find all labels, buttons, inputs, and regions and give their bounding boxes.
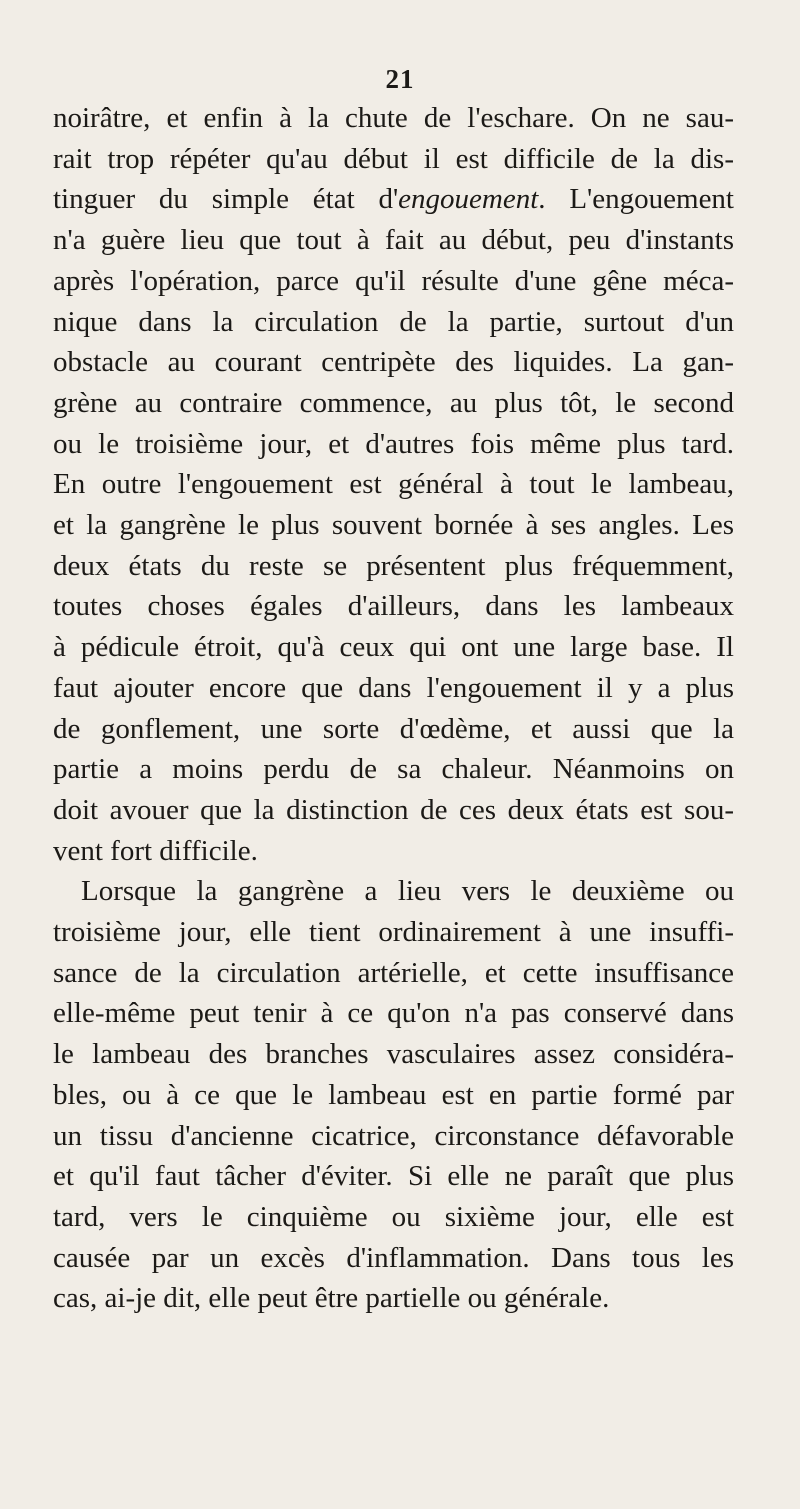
text-line: doit avouer que la distinction de ces deux états est sou- — [53, 793, 734, 826]
paragraph-2 — [53, 871, 734, 1319]
text-line: de gonflement, une sorte d'œdème, et aussi que la — [53, 712, 734, 745]
text-line: partie a moins perdu de sa chaleur. Néanmoins on — [53, 753, 734, 786]
text-line: après l'opération, parce qu'il résulte d'une gêne méca- — [53, 264, 734, 297]
text-line: bles, ou à ce que le lambeau est en partie formé par — [53, 1078, 734, 1111]
text-line: et la gangrène le plus souvent bornée à ses angles. Les — [53, 509, 734, 542]
text-line: et qu'il faut tâcher d'éviter. Si elle ne paraît que plus — [53, 1160, 734, 1193]
text-line: tard, vers le cinquième ou sixième jour, elle est — [53, 1200, 734, 1233]
text-line: faut ajouter encore que dans l'engouement il y a plus — [53, 671, 734, 704]
text-line: cas, ai-je dit, elle peut être partielle ou générale. — [53, 1282, 610, 1315]
text-line: à pédicule étroit, qu'à ceux qui ont une large base. Il — [53, 631, 734, 664]
text-line: Lorsque la gangrène a lieu vers le deuxième ou — [81, 875, 734, 908]
text-line: un tissu d'ancienne cicatrice, circonstance défavorable — [53, 1119, 734, 1152]
paragraph-1 — [53, 98, 734, 871]
text-line: nique dans la circulation de la partie, surtout d'un — [53, 305, 734, 338]
emphasized-term: engouement — [398, 183, 539, 216]
text-line: deux états du reste se présentent plus fréquemment, — [53, 549, 734, 582]
text-line: rait trop répéter qu'au début il est difficile de la dis- — [53, 142, 734, 175]
text-line: obstacle au courant centripète des liquides. La gan- — [53, 346, 734, 379]
text-line: noirâtre, et enfin à la chute de l'eschare. On ne sau- — [53, 102, 734, 134]
text-line: sance de la circulation artérielle, et cette insuffisance — [53, 956, 734, 989]
text-line: En outre l'engouement est général à tout le lambeau, — [53, 468, 734, 501]
text-line: elle-même peut tenir à ce qu'on n'a pas conservé dans — [53, 997, 734, 1030]
text-line: troisième jour, elle tient ordinairement à une insuffi- — [53, 916, 734, 949]
text-line: ou le troisième jour, et d'autres fois même plus tard. — [53, 427, 734, 460]
text-line: grène au contraire commence, au plus tôt, le second — [53, 386, 734, 419]
text-line: vent fort difficile. — [53, 834, 258, 867]
text-line: tinguer du simple état d'engouement. L'engouement — [53, 183, 734, 216]
text-line: toutes choses égales d'ailleurs, dans les lambeaux — [53, 590, 734, 623]
text-line: causée par un excès d'inflammation. Dans tous les — [53, 1241, 734, 1274]
body-text — [53, 98, 734, 1319]
text-line: le lambeau des branches vasculaires assez considéra- — [53, 1038, 734, 1071]
page-number: 21 — [385, 64, 415, 94]
text-line: n'a guère lieu que tout à fait au début, peu d'instants — [53, 224, 734, 257]
